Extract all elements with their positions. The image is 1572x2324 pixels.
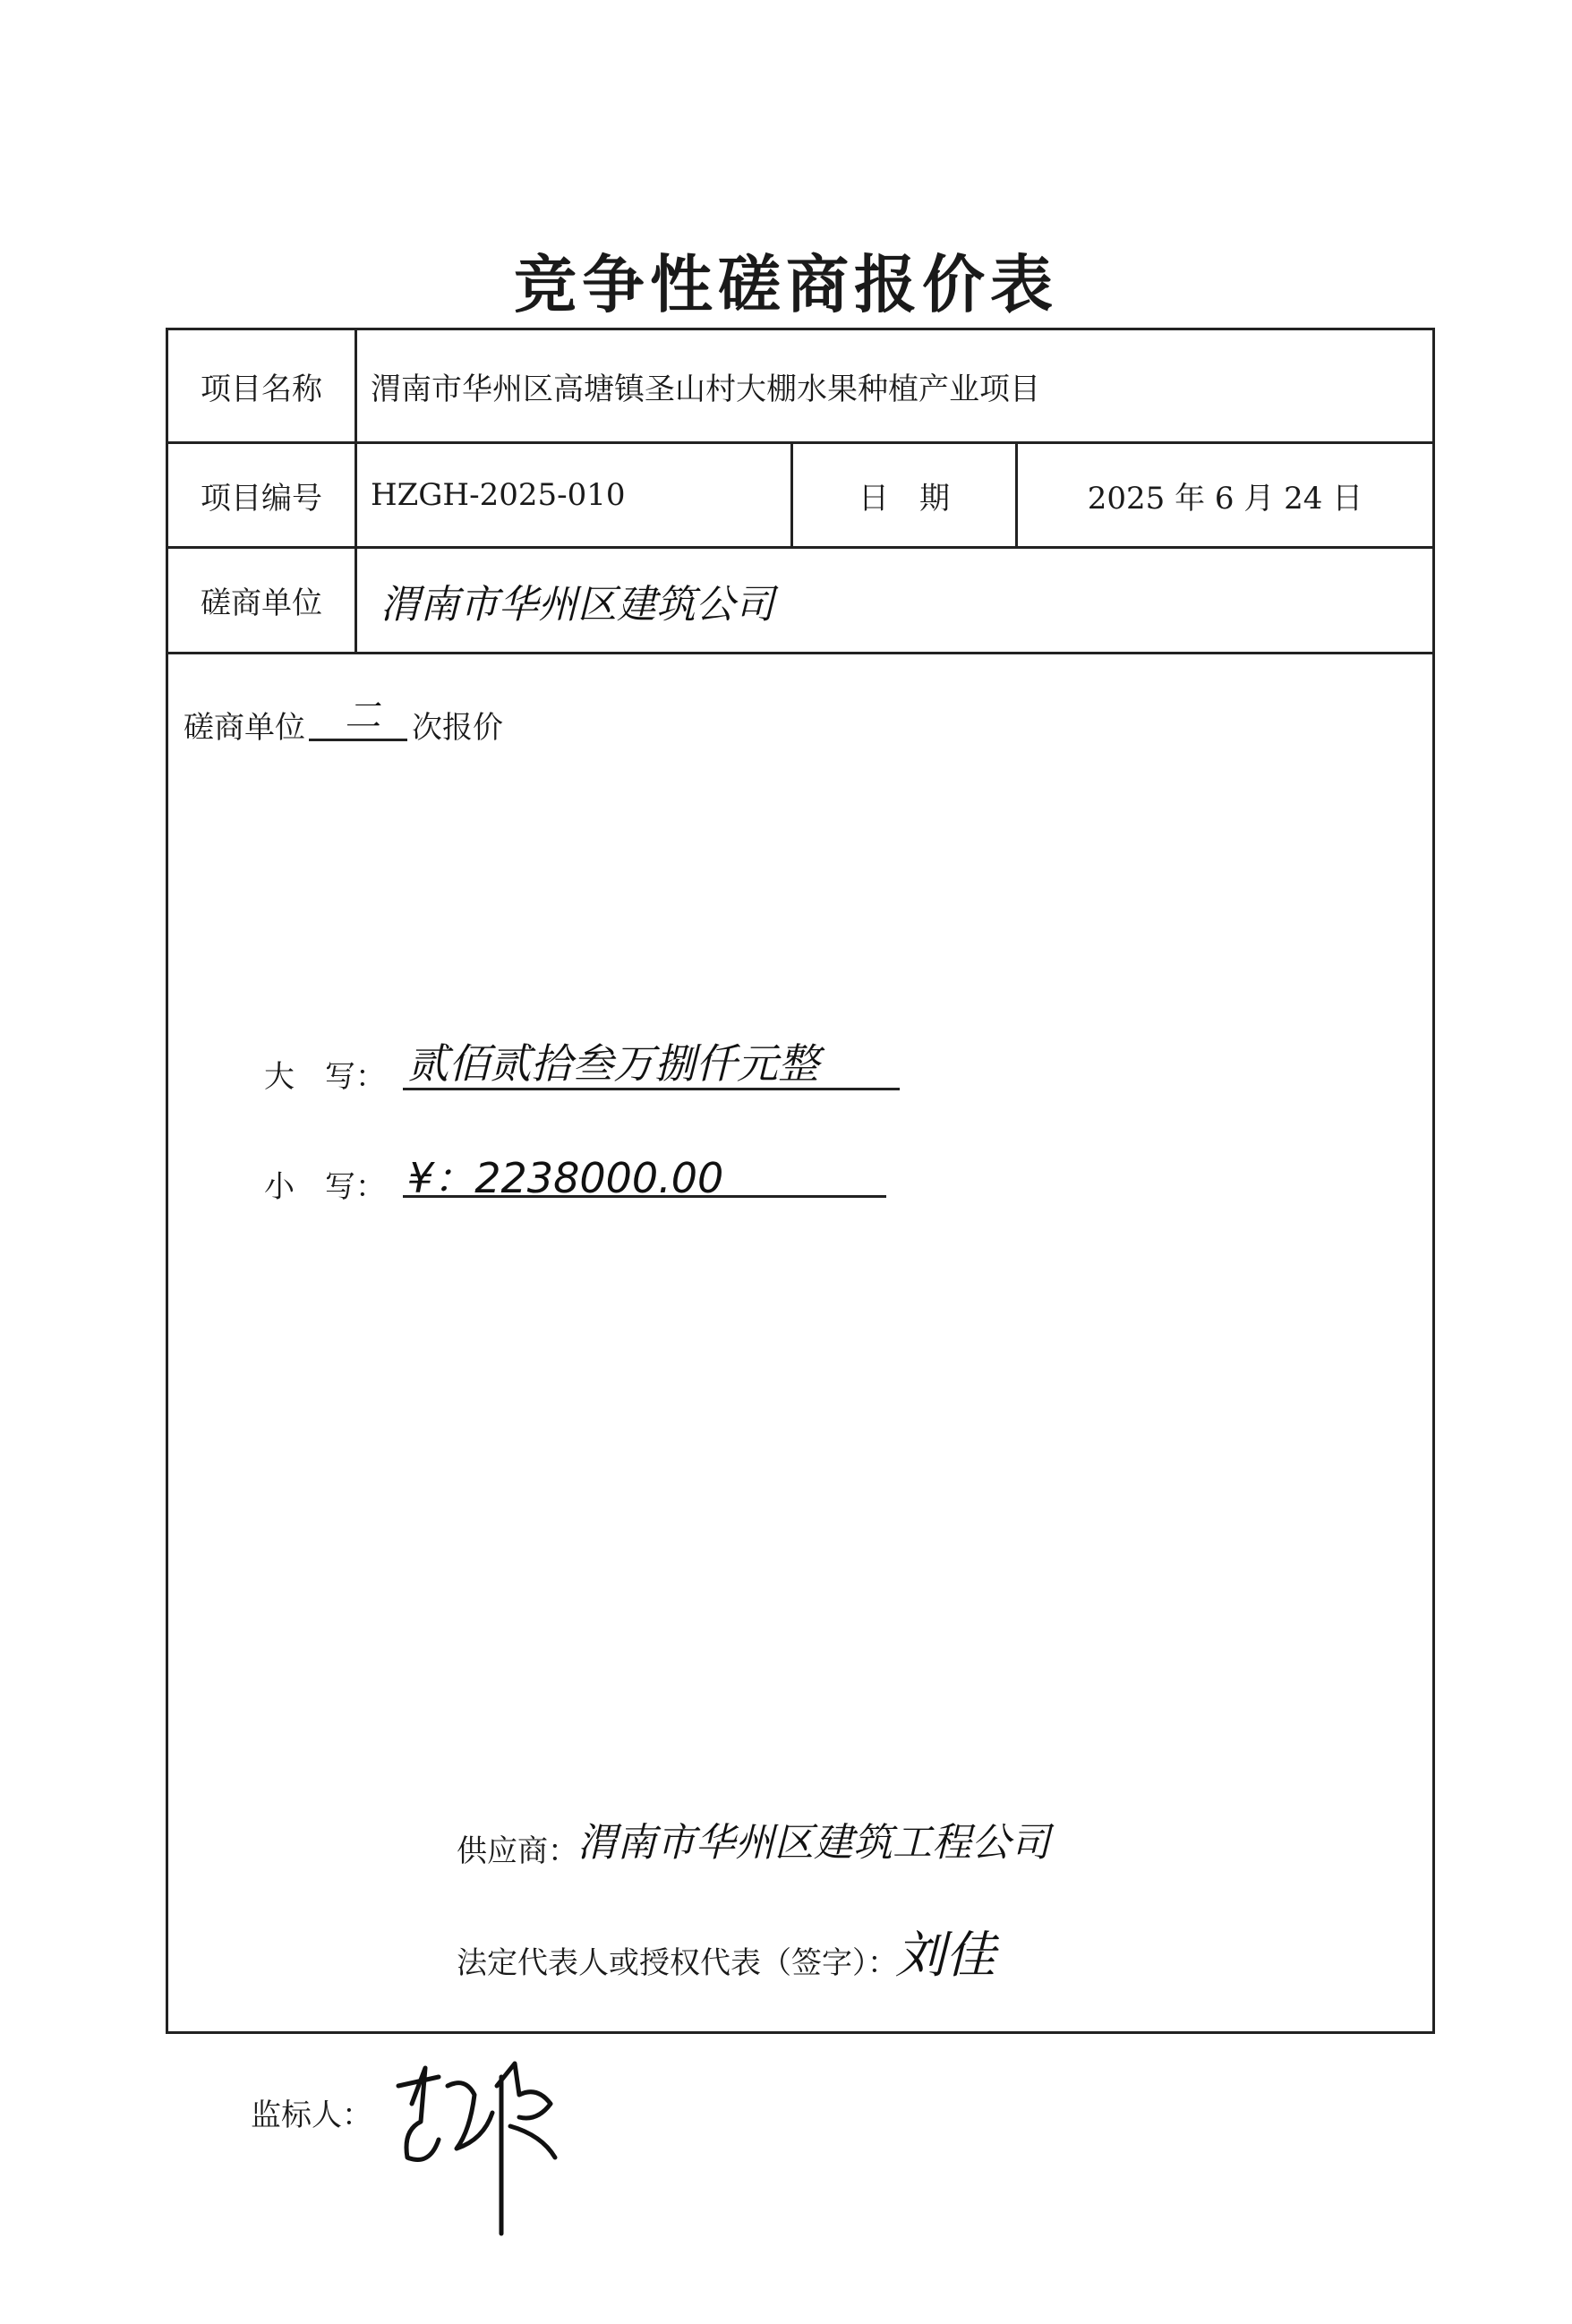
- unit-handwritten-value: 渭南市华州区建筑公司: [380, 581, 774, 628]
- supervisor-label: 监标人：: [251, 2098, 372, 2133]
- quote-round-suffix: 次报价: [412, 710, 503, 746]
- capital-amount-value: 贰佰贰拾叁万捌仟元整: [407, 1039, 819, 1088]
- project-no-label: 项目编号: [201, 480, 322, 517]
- supplier-label: 供应商：: [457, 1833, 578, 1869]
- project-name-label: 项目名称: [201, 371, 322, 407]
- capital-amount-label: 大 写：: [264, 1059, 386, 1095]
- small-amount-value: ¥：2238000.00: [407, 1154, 724, 1202]
- page-title: 竞争性磋商报价表: [514, 247, 1058, 321]
- representative-label: 法定代表人或授权代表（签字）：: [457, 1945, 898, 1981]
- representative-signature: 刘佳: [895, 1927, 995, 1985]
- small-amount-label: 小 写：: [264, 1169, 386, 1205]
- col-divider-label: [355, 328, 357, 654]
- capital-amount-underline: [403, 1088, 900, 1090]
- date-value: 2025 年 6 月 24 日: [1087, 480, 1363, 517]
- small-amount-underline: [403, 1195, 886, 1198]
- supervisor-signature: [385, 2032, 582, 2238]
- quote-round-value: 二: [345, 696, 380, 737]
- unit-label: 磋商单位: [201, 585, 322, 621]
- supplier-handwritten-value: 渭南市华州区建筑工程公司: [577, 1820, 1050, 1866]
- project-name-value: 渭南市华州区高塘镇圣山村大棚水果种植产业项目: [371, 371, 1040, 407]
- quote-round-prefix: 磋商单位: [184, 710, 305, 746]
- date-label: 日 期: [859, 480, 950, 517]
- project-no-value: HZGH-2025-010: [371, 477, 626, 513]
- quote-round-underline: [309, 739, 407, 741]
